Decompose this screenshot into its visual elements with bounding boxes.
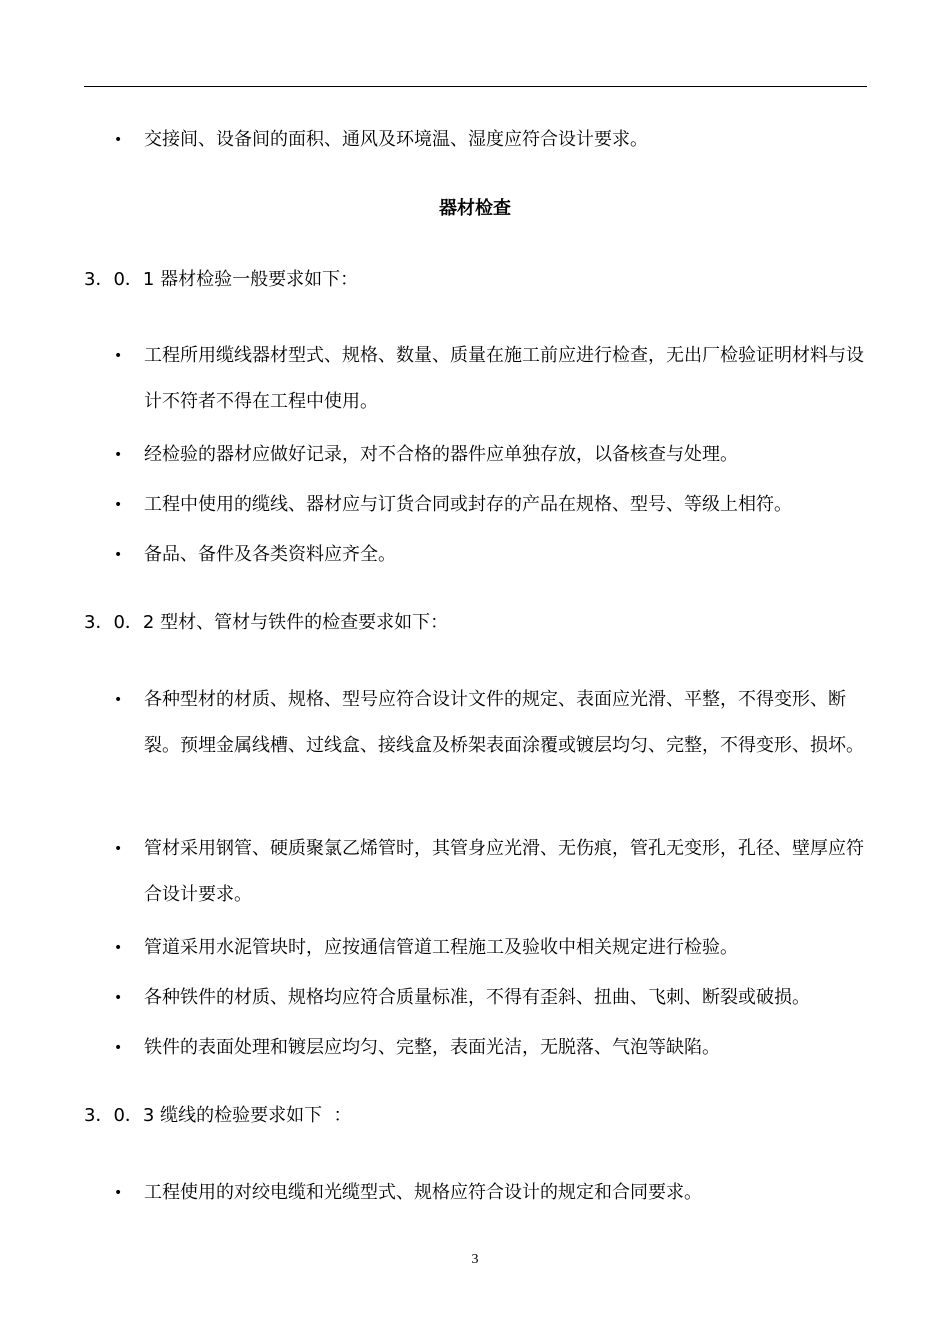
- list-item: [114, 432, 874, 478]
- page-number: 3: [471, 1252, 479, 1267]
- list-item-text: 管材采用钢管、硬质聚氯乙烯管时，其管身应光滑、无伤痕，管孔无变形，孔径、壁厚应符合设计要求。: [144, 838, 864, 905]
- list-item-text: 各种铁件的材质、规格均应符合质量标准，不得有歪斜、扭曲、飞刺、断裂或破损。: [144, 987, 810, 1008]
- list-item-text: 铁件的表面处理和镀层应均匀、完整，表面光洁，无脱落、气泡等缺陷。: [144, 1037, 720, 1058]
- bullet: •: [114, 547, 123, 563]
- bullet: •: [114, 1040, 123, 1056]
- bullet: •: [114, 132, 123, 148]
- list-item: [114, 1170, 874, 1216]
- list-item-text: 各种型材的材质、规格、型号应符合设计文件的规定、表面应光滑、平整，不得变形、断裂。预埋金属线槽、过线盒、接线盒及桥架表面涂覆或镀层均匀、完整，不得变形、损坏。: [144, 689, 864, 756]
- list-item-text: 工程所用缆线器材型式、规格、数量、质量在施工前应进行检查，无出厂检验证明材料与设计不符者不得在工程中使用。: [144, 345, 864, 412]
- bullet: •: [114, 692, 123, 708]
- list-item: [114, 117, 874, 163]
- list-item: [114, 925, 874, 971]
- list-item: [114, 826, 874, 918]
- list-item-text: 工程使用的对绞电缆和光缆型式、规格应符合设计的规定和合同要求。: [144, 1182, 702, 1203]
- header-rule: [84, 86, 867, 87]
- bullet: •: [114, 841, 123, 857]
- list-item: [114, 532, 874, 578]
- bullet: •: [114, 990, 123, 1006]
- list-item: [114, 333, 874, 425]
- bullet: •: [114, 940, 123, 956]
- list-item: [114, 1025, 874, 1071]
- bullet: •: [114, 447, 123, 463]
- bullet: •: [114, 497, 123, 513]
- section-heading: 器材检查: [439, 198, 511, 219]
- list-item-text: 备品、备件及各类资料应齐全。: [144, 544, 396, 565]
- list-item-text: 交接间、设备间的面积、通风及环境温、湿度应符合设计要求。: [144, 129, 648, 150]
- clause-3-0-1: 3．0．1 器材检验一般要求如下：: [84, 269, 359, 290]
- list-item-text: 工程中使用的缆线、器材应与订货合同或封存的产品在规格、型号、等级上相符。: [144, 494, 792, 515]
- list-item: [114, 677, 874, 769]
- list-item-text: 经检验的器材应做好记录，对不合格的器件应单独存放，以备核查与处理。: [144, 444, 738, 465]
- list-item-text: 管道采用水泥管块时，应按通信管道工程施工及验收中相关规定进行检验。: [144, 937, 738, 958]
- clause-3-0-3: 3．0．3 缆线的检验要求如下 ：: [84, 1105, 352, 1126]
- clause-3-0-2: 3．0．2 型材、管材与铁件的检查要求如下：: [84, 612, 449, 633]
- list-item: [114, 975, 874, 1021]
- bullet: •: [114, 348, 123, 364]
- list-item: [114, 482, 874, 528]
- bullet: •: [114, 1185, 123, 1201]
